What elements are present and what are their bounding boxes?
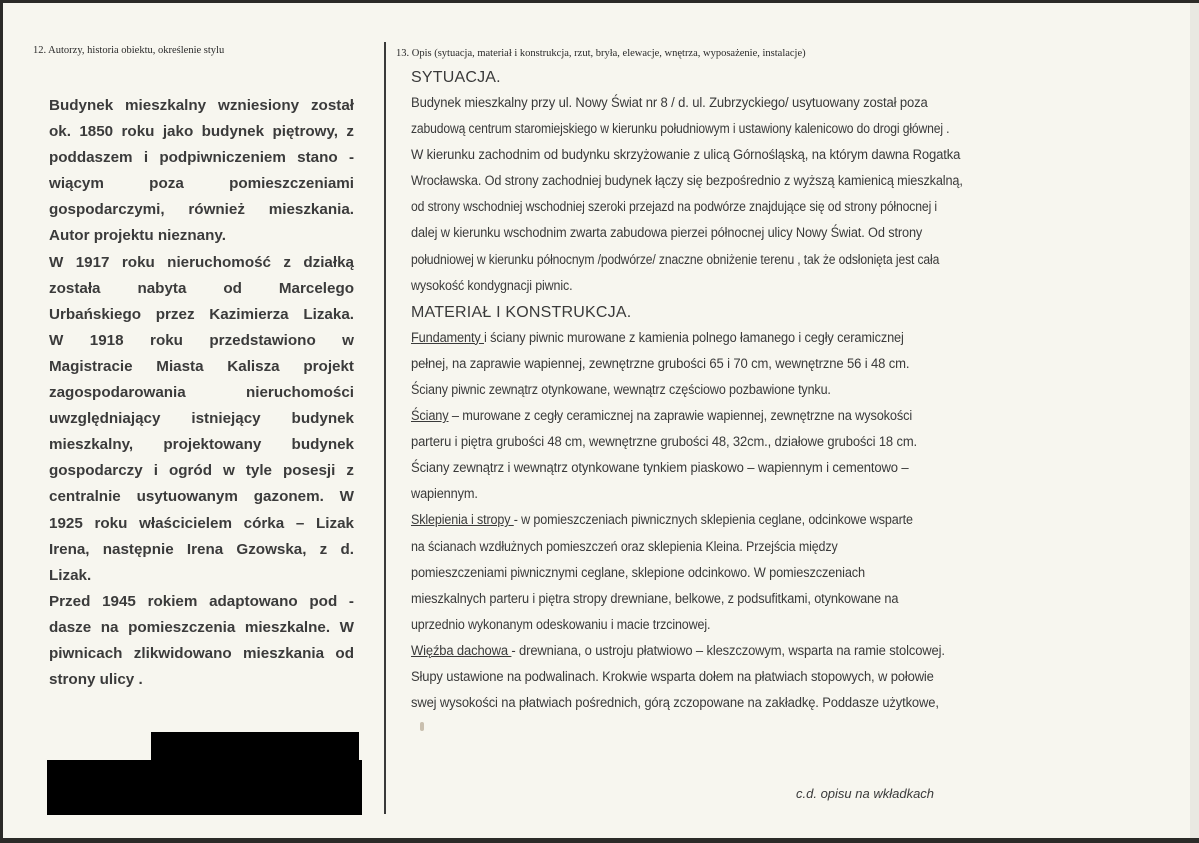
situation-line: południowej w kierunku północnym /podwórze/ znaczne obniżenie terenu , tak że odsłonięta jest cała xyxy=(411,251,940,268)
description-text xyxy=(411,66,1121,716)
material-line: parteru i piętra grubości 48 cm, wewnętrzne grubości 48, 32cm., działowe grubości 18 cm. xyxy=(411,434,917,451)
history-line: mieszkalny, projektowany budynek xyxy=(49,436,354,454)
situation-line: Wrocławska. Od strony zachodniej budynek łączy się bezpośrednio z wyższą kamienicą mieszkalną, xyxy=(411,173,963,190)
section-12-label: 12. Autorzy, historia obiektu, określenie stylu xyxy=(33,45,225,56)
page-edge xyxy=(1190,3,1199,838)
history-line: Przed 1945 rokiem adaptowano pod - xyxy=(49,592,354,610)
term-sciany: Ściany xyxy=(411,408,449,425)
situation-line: dalej w kierunku wschodnim zwarta zabudowa pierzei północnej ulicy Nowy Świat. Od strony xyxy=(411,225,923,242)
situation-heading: SYTUACJA. xyxy=(411,69,501,86)
history-line: dasze na pomieszczenia mieszkalne. W xyxy=(49,618,354,636)
material-line: Ściany – murowane z cegły ceramicznej na zaprawie wapiennej, zewnętrzne na wysokości xyxy=(411,408,913,425)
redaction-box xyxy=(47,760,362,815)
situation-line: zabudową centrum staromiejskiego w kierunku południowym i ustawiony kalenicowo do drogi głównej . xyxy=(411,121,950,138)
situation-line: wysokość kondygnacji piwnic. xyxy=(411,277,573,294)
history-line: piwnicach zlikwidowano mieszkania od xyxy=(49,644,354,662)
material-line: mieszkalnych parteru i piętra stropy drewniane, belkowe, z podsufitkami, otynkowane na xyxy=(411,590,899,607)
history-line: Urbańskiego przez Kazimierza Lizaka. xyxy=(49,305,354,323)
history-line: W 1917 roku nieruchomość z działką xyxy=(49,253,354,271)
history-line: Irena, następnie Irena Gzowska, z d. xyxy=(49,540,354,558)
material-line: pomieszczeniami piwnicznymi ceglane, sklepione odcinkowo. W pomieszczeniach xyxy=(411,564,866,581)
history-line: Lizak. xyxy=(49,566,92,584)
history-line: centralnie usytuowanym gazonem. W xyxy=(49,488,354,506)
column-divider xyxy=(384,42,386,814)
history-line: uwzględniający istniejący budynek xyxy=(49,410,354,428)
term-sklepienia: Sklepienia i stropy xyxy=(411,512,514,529)
material-line: wapiennym. xyxy=(411,486,478,503)
material-heading: MATERIAŁ I KONSTRUKCJA. xyxy=(411,303,632,321)
material-line: Sklepienia i stropy - w pomieszczeniach piwnicznych sklepienia ceglane, odcinkowe wsparte xyxy=(411,512,913,529)
situation-line: od strony wschodniej wschodniej szeroki przejazd na podwórze znajdujące się od strony północnej i xyxy=(411,199,938,216)
material-line: uprzednio wykonanym odeskowaniu i macie trzcinowej. xyxy=(411,616,711,633)
continuation-note: c.d. opisu na wkładkach xyxy=(796,786,935,801)
term-wiezba: Więźba dachowa xyxy=(411,642,512,659)
history-line: gospodarczy i ogród w tyle posesji z xyxy=(49,462,354,480)
history-line: została nabyta od Marcelego xyxy=(49,279,354,297)
material-line: pełnej, na zaprawie wapiennej, zewnętrzne grubości 65 i 70 cm, wewnętrzne 56 i 48 cm. xyxy=(411,355,910,372)
history-line: Autor projektu nieznany. xyxy=(49,227,226,245)
history-text xyxy=(49,93,354,693)
material-line: Ściany piwnic zewnątrz otynkowane, wewnątrz częściowo pozbawione tynku. xyxy=(411,381,831,398)
history-line: poddaszem i podpiwniczeniem stano - xyxy=(49,149,354,167)
material-line: Fundamenty i ściany piwnic murowane z kamienia polnego łamanego i cegły ceramicznej xyxy=(411,329,904,346)
history-line: W 1918 roku przedstawiono w xyxy=(49,331,354,349)
term-fundamenty: Fundamenty xyxy=(411,329,485,346)
history-line: wiącym poza pomieszczeniami xyxy=(49,175,354,193)
situation-line: W kierunku zachodnim od budynku skrzyżowanie z ulicą Górnośląską, na którym dawna Rogatka xyxy=(411,147,961,164)
history-line: 1925 roku właścicielem córka – Lizak xyxy=(49,514,354,532)
redaction-box xyxy=(151,732,359,762)
history-line: strony ulicy . xyxy=(49,671,143,689)
material-line: Słupy ustawione na podwalinach. Krokwie wsparta dołem na płatwiach stopowych, w połowie xyxy=(411,668,934,685)
history-line: gospodarczymi, również mieszkania. xyxy=(49,201,354,219)
material-line: swej wysokości na płatwiach pośrednich, górą zczopowane na zakładkę. Poddasze użytkowe, xyxy=(411,695,939,712)
situation-line: Budynek mieszkalny przy ul. Nowy Świat nr 8 / d. ul. Zubrzyckiego/ usytuowany został poza xyxy=(411,95,928,111)
material-line: Więźba dachowa - drewniana, o ustroju płatwiowo – kleszczowym, wsparta na ramie stolcowej. xyxy=(411,642,945,659)
history-line: ok. 1850 roku jako budynek piętrowy, z xyxy=(49,123,354,141)
history-line: zagospodarowania nieruchomości xyxy=(49,384,354,402)
material-line: Ściany zewnątrz i wewnątrz otynkowane tynkiem piaskowo – wapiennym i cementowo – xyxy=(411,460,909,477)
history-line: Budynek mieszkalny wzniesiony został xyxy=(49,97,354,114)
paper-stain xyxy=(420,722,424,731)
material-line: na ścianach wzdłużnych pomieszczeń oraz sklepienia Kleina. Przejścia między xyxy=(411,538,838,555)
history-line: Magistracie Miasta Kalisza projekt xyxy=(49,357,354,375)
section-13-label: 13. Opis (sytuacja, materiał i konstrukcja, rzut, bryła, elewacje, wnętrza, wyposażenie, instalacje) xyxy=(396,48,806,59)
